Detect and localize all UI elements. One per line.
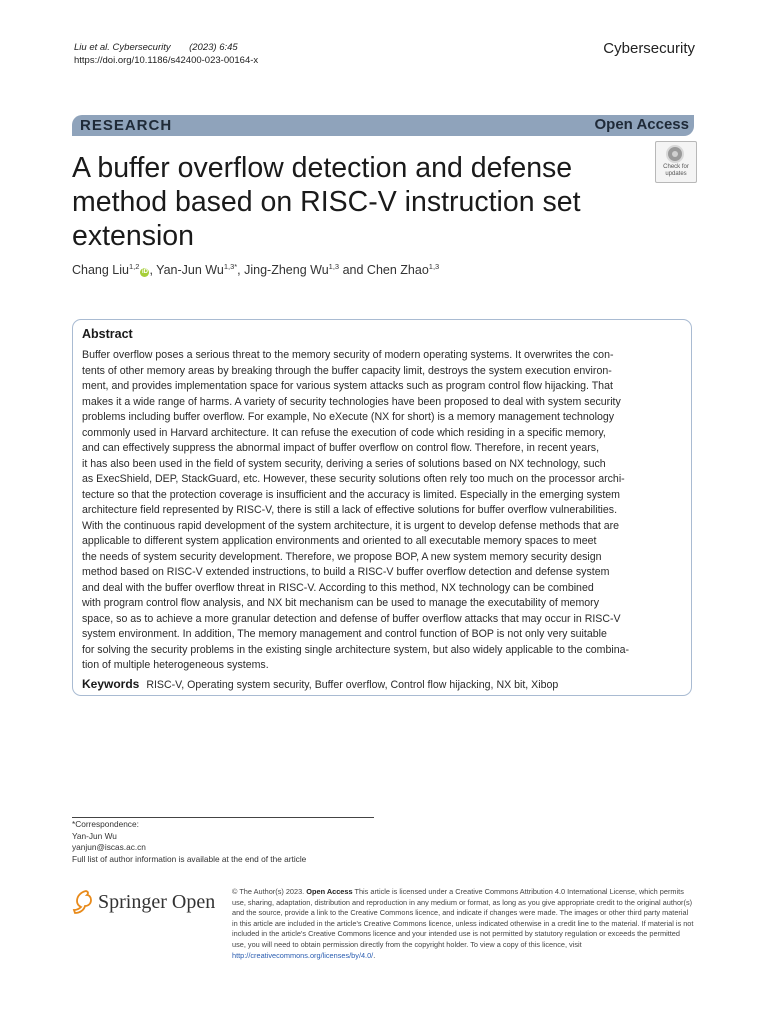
abstract-line: tents of other memory areas by breaking through the buffer capacity limit, destroys the system execution environ- <box>82 364 612 377</box>
abstract-line: With the continuous rapid development of the system architecture, it is urgent to develop defense methods that are <box>82 519 620 532</box>
keywords <box>82 677 558 691</box>
author-affiliation: 1,3 <box>428 262 440 271</box>
citation <box>74 41 258 67</box>
correspondence-label: *Correspondence: <box>72 819 139 829</box>
abstract-line: with program control flow analysis, and NX bit mechanism can be used to manage the executability of memory <box>82 597 599 609</box>
abstract-heading: Abstract <box>82 327 133 341</box>
abstract-line: commonly used in Harvard architecture. It can refuse the execution of code which residing in a specific memory, <box>82 426 606 439</box>
journal-name: Cybersecurity <box>603 40 695 57</box>
check-updates-text <box>656 164 696 178</box>
springer-open-wordmark <box>98 891 215 914</box>
abstract-line: system environment. In addition, The memory management and control function of BOP is not only very suitable <box>82 628 607 640</box>
abstract-line: as ExecShield, DEP, StackGuard, etc. However, these security solutions often rely too much on the processor archi- <box>82 473 625 485</box>
citation-year: (2023) 6:45 <box>189 42 238 53</box>
springer-horse-icon <box>72 889 94 915</box>
check-updates-line2: updates <box>665 171 687 177</box>
abstract-line: problems including buffer overflow. For example, No eXecute (NX for short) is a memory management technology <box>82 411 615 423</box>
section-label: RESEARCH <box>80 117 173 134</box>
keywords-label: Keywords <box>82 677 140 691</box>
orcid-icon[interactable]: iD <box>141 269 148 276</box>
author-list <box>72 262 439 277</box>
check-updates-line1: Check for <box>663 164 689 170</box>
abstract-line: method based on RISC-V extended instructions, to build a RISC-V buffer overflow detection and defense system <box>82 566 610 578</box>
abstract-line: space, so as to achieve a more granular detection and defense of buffer overflow attacks that may occur in RISC-V <box>82 612 621 625</box>
section-bar <box>72 115 694 136</box>
abstract-line: for solving the security problems in the existing single architecture system, but also widely applicable to the combina- <box>82 643 630 656</box>
abstract-box <box>72 319 692 696</box>
license-body: This article is licensed under a Creative Commons Attribution 4.0 International License, which permits use, sharing, adaptation, distribution and reproduction in any medium or format, as long as you give appropriate credit to the original author(s) and the source, provide a link to the Creative Commons licence, and indicate if changes were made. The images or other third party material in this article are included in the article's Creative Commons licence, unless indicated otherwise in a credit line to the material. If material is not included in the article's Creative Commons licence and your intended use is not permitted by statutory regulation or exceeds the permitted use, you will need to obtain permission directly from the copyright holder. To view a copy of this licence, visit <box>232 887 694 949</box>
author-separator: , <box>149 263 157 278</box>
abstract-line: tion of multiple heterogeneous systems. <box>82 659 269 671</box>
author-separator: , <box>237 263 245 278</box>
license-text <box>232 887 694 961</box>
author-name: Jing-Zheng Wu <box>244 263 329 278</box>
license-end: . <box>373 950 376 960</box>
brand-suffix: Open <box>171 891 216 913</box>
correspondence <box>72 819 306 866</box>
article-title: A buffer overflow detection and defense method based on RISC-V instruction set extension <box>72 152 581 252</box>
citation-line <box>74 41 258 54</box>
abstract-line: ment, and provides implementation space for various system attacks such as program control flow hijacking. That <box>82 380 613 392</box>
abstract-line: Buffer overflow poses a serious threat to the memory security of modern operating systems. It overwrites the con- <box>82 349 614 361</box>
springer-open-logo <box>72 889 217 919</box>
author-affiliation: 1,3* <box>223 262 238 271</box>
abstract-line: makes it a wide range of harms. A variety of security technologies have been proposed to deal with system security <box>82 395 621 408</box>
copyright: © The Author(s) 2023. <box>232 887 305 896</box>
open-access-label: Open Access <box>594 116 689 133</box>
abstract-body <box>82 348 685 674</box>
author-affiliation: 1,3 <box>328 262 340 271</box>
author-affiliation: 1,2 <box>129 262 140 271</box>
brand-name: Springer <box>98 891 167 913</box>
license-link[interactable]: http://creativecommons.org/licenses/by/4.0/ <box>232 950 374 960</box>
footnote-divider <box>72 817 374 818</box>
abstract-line: tecture so that the protection coverage is insufficient and the accuracy is limited. Especially in the emerging system <box>82 488 620 501</box>
citation-authors: Liu et al. Cybersecurity <box>74 42 171 53</box>
abstract-line: and can effectively suppress the abnormal impact of buffer overflow on control flow. Therefore, in recent years, <box>82 442 600 454</box>
keywords-list: RISC-V, Operating system security, Buffer overflow, Control flow hijacking, NX bit, Xibop <box>146 679 559 691</box>
correspondence-name: Yan-Jun Wu <box>72 830 117 841</box>
abstract-line: the needs of system security development. Therefore, we propose BOP, A new system memory security design <box>82 550 602 563</box>
correspondence-email[interactable]: yanjun@iscas.ac.cn <box>72 842 146 853</box>
check-for-updates-badge[interactable] <box>655 141 697 183</box>
author-name: Chen Zhao <box>366 263 429 278</box>
author-conjunction: and <box>339 263 367 278</box>
author-info-note: Full list of author information is available at the end of the article <box>72 854 307 865</box>
license-open-access: Open Access <box>306 887 353 896</box>
abstract-line: architecture field represented by RISC-V, there is still a lack of effective solutions for buffer overflow vulnerabilities. <box>82 504 618 516</box>
abstract-line: and deal with the buffer overflow threat in RISC-V. According to this method, NX technology can be combined <box>82 581 594 594</box>
author-name: Yan-Jun Wu <box>156 263 224 278</box>
abstract-line: applicable to different system application environments and oriented to all executable memory spaces to meet <box>82 535 597 547</box>
check-updates-icon <box>666 145 684 163</box>
abstract-line: it has also been used in the field of system security, deriving a series of solutions based on NX technology, such <box>82 457 606 470</box>
doi-link[interactable]: https://doi.org/10.1186/s42400-023-00164-x <box>74 55 259 66</box>
author-name: Chang Liu <box>72 263 129 278</box>
